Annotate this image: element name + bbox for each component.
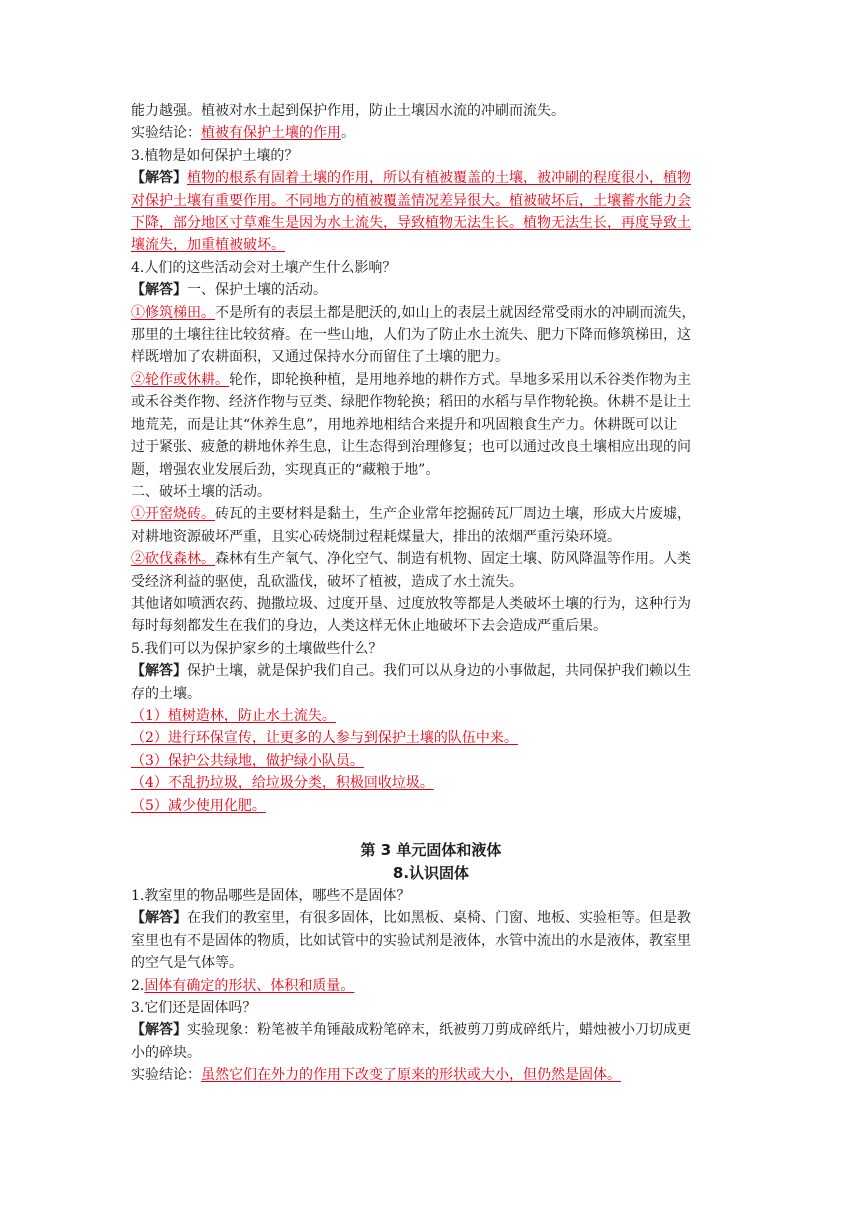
document-page xyxy=(131,100,731,1087)
unit-title: 第 3 单元固体和液体 xyxy=(360,841,502,859)
activity-text: 地荒芜，而是让其“休养生息”，用地养地相结合来提升和巩固粮食生产力。休耕既可以让 xyxy=(131,416,678,433)
question-1: 1.教室里的物品哪些是固体，哪些不是固体？ xyxy=(131,888,411,904)
activity-text: 砖瓦的主要材料是黏土，生产企业常年挖掘砖瓦厂周边土壤，形成大片废墟， xyxy=(215,506,691,523)
answer-label: 【解答】 xyxy=(131,282,187,299)
answer-text: 植物的根系有固着土壤的作用，所以有植被覆盖的土壤，被冲刷的程度很小，植物 xyxy=(187,170,691,187)
activity-item xyxy=(131,503,731,525)
answer-line xyxy=(131,907,731,929)
question-4: 4.人们的这些活动会对土壤产生什么影响？ xyxy=(131,259,397,276)
activity-label: ①修筑梯田。 xyxy=(131,304,215,321)
question-2 xyxy=(131,975,731,997)
activity-text: 样既增加了农耕面积，又通过保持水分而留住了土壤的肥力。 xyxy=(131,349,509,366)
activity-text: 过于紧张、疲惫的耕地休养生息，让生态得到治理修复；也可以通过改良土壤相应出现的问 xyxy=(131,439,691,456)
activity-text: 那里的土壤往往比较贫瘠。在一些山地，人们为了防止水土流失、肥力下降而修筑梯田，这 xyxy=(131,327,691,344)
answer-line xyxy=(131,212,731,234)
answer-text: 在我们的教室里，有很多固体，比如黑板、桌椅、门窗、地板、实验柜等。但是教 xyxy=(187,910,691,927)
spacer xyxy=(131,817,731,839)
conclusion-label: 实验结论： xyxy=(131,125,201,142)
answer-text: 保护土壤，就是保护我们自己。我们可以从身边的小事做起，共同保护我们赖以生 xyxy=(187,663,691,680)
list-item-text: （4）不乱扔垃圾，给垃圾分类，积极回收垃圾。 xyxy=(131,775,434,792)
answer-subhead: 一、保护土壤的活动。 xyxy=(187,282,327,299)
punctuation: 。 xyxy=(341,125,355,142)
activity-label: ②轮作或休耕。 xyxy=(131,371,229,388)
answer-line xyxy=(131,279,731,301)
question-5: 5.我们可以为保护家乡的土壤做些什么？ xyxy=(131,640,383,657)
activity-text: 题，增强农业发展后劲，实现真正的“藏粮于地”。 xyxy=(131,461,440,478)
answer-subhead: 二、破坏土壤的活动。 xyxy=(131,483,271,500)
answer-line xyxy=(131,660,731,682)
list-item-text: （2）进行环保宣传，让更多的人参与到保护土壤的队伍中来。 xyxy=(131,730,518,747)
answer-label: 【解答】 xyxy=(131,663,187,680)
activity-item xyxy=(131,369,731,391)
paragraph: 每时每刻都发生在我们的身边，人类这样无休止地破坏下去会造成严重后果。 xyxy=(131,618,607,635)
answer-label: 【解答】 xyxy=(131,170,187,187)
activity-text: 森林有生产氧气、净化空气、制造有机物、固定土壤、防风降温等作用。人类 xyxy=(215,551,691,568)
answer-label: 【解答】 xyxy=(131,1022,187,1039)
paragraph: 其他诸如喷洒农药、抛撒垃圾、过度开垦、过度放牧等都是人类破坏土壤的行为，这种行为 xyxy=(131,595,691,612)
lesson-title: 8.认识固体 xyxy=(392,864,470,882)
list-item xyxy=(131,772,731,794)
activity-label: ②砍伐森林。 xyxy=(131,551,215,568)
question-number: 2. xyxy=(131,977,145,994)
answer-line xyxy=(131,234,731,256)
activity-text: 轮作，即轮换种植，是用地养地的耕作方式。旱地多采用以禾谷类作物为主 xyxy=(229,371,691,388)
answer-text: 虽然它们在外力的作用下改变了原来的形状或大小，但仍然是固体。 xyxy=(201,1067,621,1084)
list-item xyxy=(131,727,731,749)
activity-text: 受经济利益的驱使，乱砍滥伐，破坏了植被，造成了水土流失。 xyxy=(131,573,523,590)
list-item xyxy=(131,750,731,772)
answer-label: 【解答】 xyxy=(131,910,187,927)
conclusion-label: 实验结论： xyxy=(131,1067,201,1084)
paragraph: 能力越强。植被对水土起到保护作用，防止土壤因水流的冲刷而流失。 xyxy=(131,103,565,119)
answer-line xyxy=(131,167,731,189)
answer-line xyxy=(131,190,731,212)
answer-text: 对保护土壤有重要作用。不同地方的植被覆盖情况差异很大。植被破坏后，土壤蓄水能力会 xyxy=(131,192,691,209)
conclusion-line xyxy=(131,122,731,144)
activity-item xyxy=(131,302,731,324)
activity-label: ①开窑烧砖。 xyxy=(131,506,215,523)
question-3: 3.植物是如何保护土壤的？ xyxy=(131,147,299,164)
answer-text: 小的碎块。 xyxy=(131,1044,201,1061)
answer-text: 植被有保护土壤的作用 xyxy=(201,125,341,142)
answer-text: 下降，部分地区寸草难生是因为水土流失，导致植物无法生长。植物无法生长，再度导致土 xyxy=(131,215,691,232)
answer-text: 固体有确定的形状、体积和质量。 xyxy=(144,977,355,994)
list-item-text: （5）减少使用化肥。 xyxy=(131,797,266,814)
activity-item xyxy=(131,548,731,570)
answer-text: 壤流失，加重植被破坏。 xyxy=(131,237,285,254)
answer-text: 的空气是气体等。 xyxy=(131,955,243,972)
list-item-text: （3）保护公共绿地，做护绿小队员。 xyxy=(131,752,364,769)
list-item xyxy=(131,795,731,817)
question-3: 3.它们还是固体吗？ xyxy=(131,1000,257,1017)
activity-text: 不是所有的表层土都是肥沃的,如山上的表层土就因经常受雨水的冲刷而流失， xyxy=(215,304,696,321)
answer-line xyxy=(131,1019,731,1041)
list-item xyxy=(131,705,731,727)
conclusion-line xyxy=(131,1064,731,1086)
answer-text: 室里也有不是固体的物质，比如试管中的实验试剂是液体，水管中流出的水是液体，教室里 xyxy=(131,932,691,949)
activity-text: 或禾谷类作物、经济作物与豆类、绿肥作物轮换；稻田的水稻与旱作物轮换。休耕不是让土 xyxy=(131,394,691,411)
activity-text: 对耕地资源破坏严重，且实心砖烧制过程耗煤量大，排出的浓烟严重污染环境。 xyxy=(131,528,621,545)
answer-text: 实验现象：粉笔被羊角锤敲成粉笔碎末，纸被剪刀剪成碎纸片，蜡烛被小刀切成更 xyxy=(187,1022,691,1039)
answer-text: 存的土壤。 xyxy=(131,685,201,702)
list-item-text: （1）植树造林，防止水土流失。 xyxy=(131,707,336,724)
